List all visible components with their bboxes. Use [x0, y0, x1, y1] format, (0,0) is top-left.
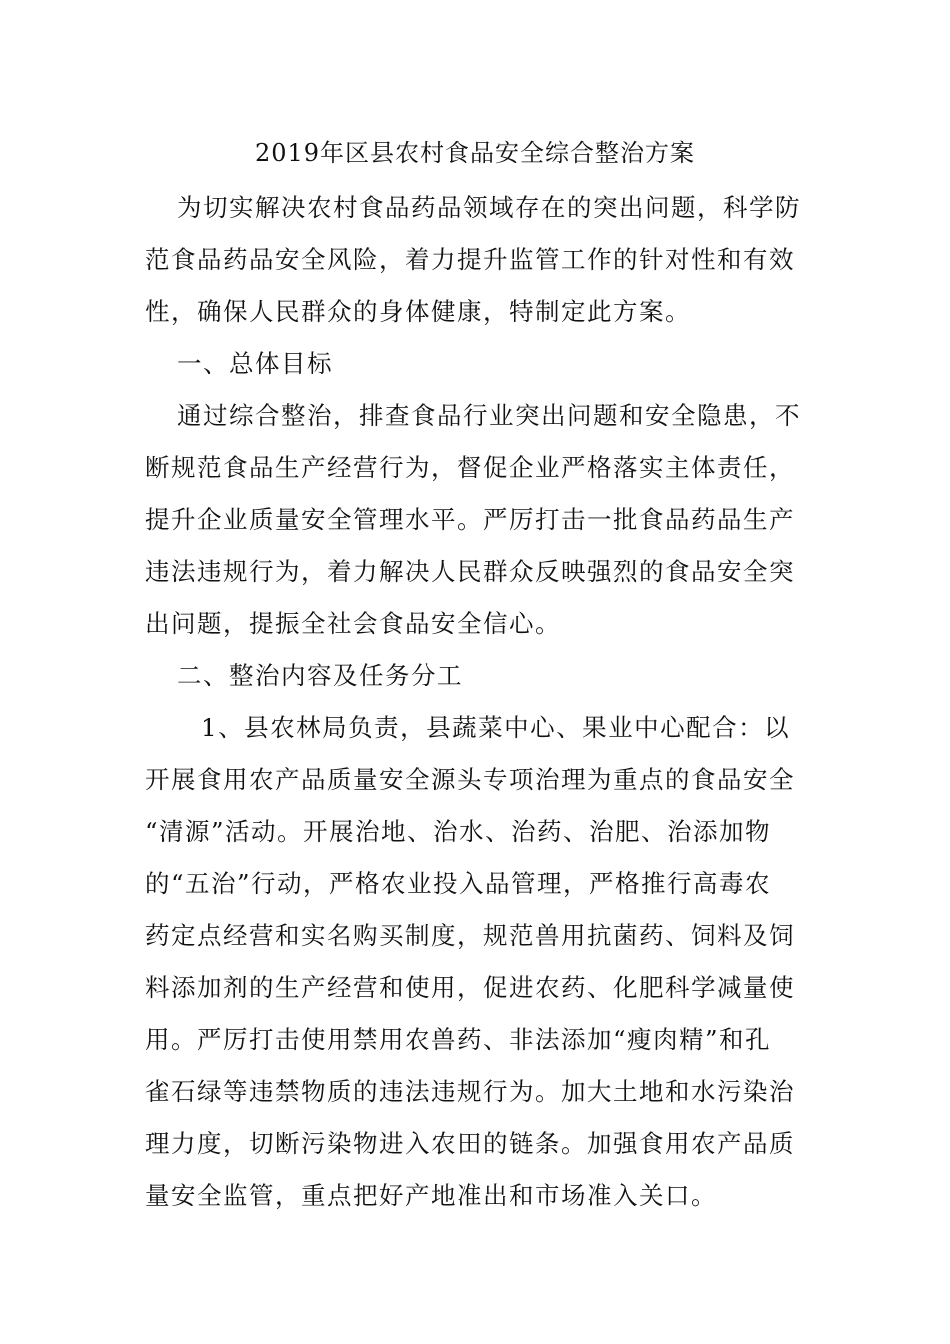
paragraph-line: 范食品药品安全风险，着力提升监管工作的针对性和有效 [145, 245, 795, 274]
paragraph-line: 为切实解决农村食品药品领域存在的突出问题，科学防 [177, 193, 801, 222]
section-heading: 二、整治内容及任务分工 [177, 661, 463, 690]
document-body [145, 182, 801, 1222]
paragraph-line: 性，确保人民群众的身体健康，特制定此方案。 [145, 297, 691, 326]
paragraph-line: 开展食用农产品质量安全源头专项治理为重点的食品安全 [145, 765, 795, 794]
paragraph-line: 量安全监管，重点把好产地准出和市场准入关口。 [145, 1181, 717, 1210]
section-heading: 一、总体目标 [177, 349, 333, 378]
paragraph-line: 提升企业质量安全管理水平。严厉打击一批食品药品生产 [145, 505, 795, 534]
paragraph-line: 违法违规行为，着力解决人民群众反映强烈的食品安全突 [145, 557, 795, 586]
paragraph-line: 用。严厉打击使用禁用农兽药、非法添加“瘦肉精”和孔 [145, 1025, 772, 1054]
paragraph-line: 的“五治”行动，严格农业投入品管理，严格推行高毒农 [145, 869, 772, 898]
paragraph-line: 1、县农林局负责，县蔬菜中心、果业中心配合：以 [201, 713, 791, 742]
paragraph-line: 出问题，提振全社会食品安全信心。 [145, 609, 561, 638]
paragraph-line: 雀石绿等违禁物质的违法违规行为。加大土地和水污染治 [145, 1077, 795, 1106]
paragraph-line: 通过综合整治，排查食品行业突出问题和安全隐患，不 [177, 401, 801, 430]
paragraph-line: “清源”活动。开展治地、治水、治药、治肥、治添加物 [145, 817, 772, 846]
paragraph-line: 断规范食品生产经营行为，督促企业严格落实主体责任， [145, 453, 795, 482]
paragraph-line: 料添加剂的生产经营和使用，促进农药、化肥科学减量使 [145, 973, 795, 1002]
paragraph-line: 理力度，切断污染物进入农田的链条。加强食用农产品质 [145, 1129, 795, 1158]
paragraph-line: 药定点经营和实名购买制度，规范兽用抗菌药、饲料及饲 [145, 921, 795, 950]
document-title: 2019年区县农村食品安全综合整治方案 [254, 139, 696, 167]
